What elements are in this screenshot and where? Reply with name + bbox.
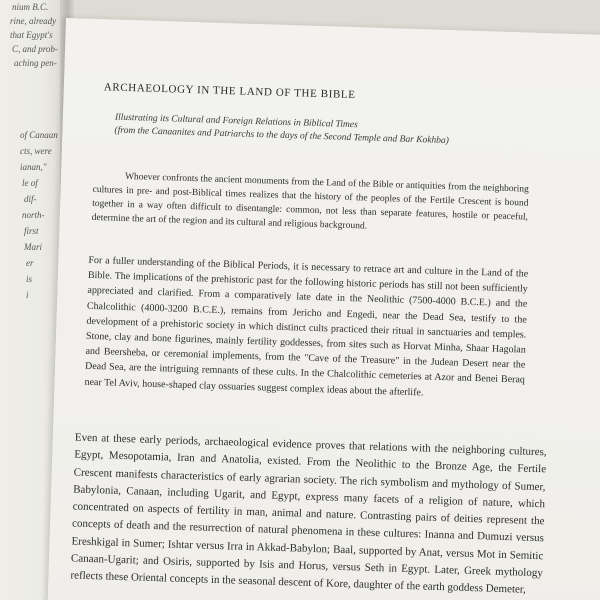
left-page-text: of Canaan: [20, 130, 58, 140]
left-page-text: is: [26, 274, 33, 284]
left-page-text: i: [26, 290, 29, 300]
subtitle-line: Illustrating its Cultural and Foreign Relations in Biblical Times: [114, 112, 358, 131]
left-page-text: Mari: [24, 242, 42, 252]
prehistory-paragraph: For a fuller understanding of the Biblical Periods, it is necessary to retrace art and culture in the Land of the Bible. The implications of the prehistoric past for the following historic periods has still not been sufficiently appreciated and clarified. From a comparatively late date in the Neolithic (7500-4000 B.C.E.) and the Chalcolithic (4000-3200 B.C.E.), remains from Jericho and Engedi, near the Dead Sea, testify to the development of a prehistoric society in which distinct cults practiced their ritual in sanctuaries and temples. Stone, clay and bone figurines, mainly fertility goddesses, from sites such as Horvat Minha, Shaar Hagolan and Beersheba, or ceremonial implements, from the "Cave of the Treasure" in the Judean Desert near the Dead Sea, are the intriguing remnants of these cults. In the Chalcolithic cemeteries at Azor and Benei Beraq near Tel Aviv, house-shaped clay ossuaries suggest complex ideas about the afterlife.: [84, 254, 529, 399]
left-page-text: ianan,": [20, 162, 47, 172]
relations-paragraph: Even at these early periods, archaeological evidence proves that relations with the neighboring cultures, Egypt, Mesopotamia, Iran and Anatolia, existed. From the Neolithic to the Bronze Age, the Fertile Crescent manifests characteristics of early agrarian society. The rich symbolism and mythology of Sumer, Babylonia, Canaan, including Ugarit, and Egypt, express many facets of a religion of nature, which concentrated on aspects of fertility in man, animal and nature. Contrasting pairs of deities represent the concepts of death and the resurrection of natural phenomena in these cultures: Inanna and Dumuzi versus Ereshkigal in Sumer; Ishtar versus Irra in Akkad-Babylon; Baal, supported by Anat, versus Mot in Semitic Canaan-Ugarit; and Osiris, supported by Isis and Horus, versus Seth in Egypt. Later, Greek mythology reflects these Oriental concepts in the seasonal descent of Kore, daughter of the earth goddess Demeter,: [70, 431, 547, 597]
page-title: ARCHAEOLOGY IN THE LAND OF THE BIBLE: [103, 81, 356, 102]
left-page-text: rine, already: [10, 16, 57, 26]
subtitle-line: (from the Canaanites and Patriarchs to the days of the Second Temple and Bar Kokhba): [114, 125, 450, 147]
left-page-text: nium B.C.: [12, 2, 49, 12]
left-page-text: that Egypt's: [10, 30, 53, 40]
page-subtitle: [114, 112, 555, 152]
left-page-text: aching pen-: [14, 58, 57, 68]
intro-paragraph: Whoever confronts the ancient monuments from the Land of the Bible or antiquities from the neighboring cultures in pre- and post-Biblical times realizes that the history of the peoples of the Fertile Crescent is bound together in a way often difficult to disentangle: common, not less than separate features, hostile or peaceful, determine the art of the region and its cultural and religious background.: [91, 171, 530, 232]
left-page-text: north-: [22, 210, 45, 220]
left-page-text: er: [26, 258, 34, 268]
right-page: [46, 18, 600, 600]
left-page-text: first: [24, 226, 39, 236]
left-page-text: dif-: [24, 194, 37, 204]
left-page-text: C, and prob-: [12, 44, 58, 54]
left-page-text: le of: [22, 178, 38, 188]
left-page-text: cts, were: [20, 146, 52, 156]
